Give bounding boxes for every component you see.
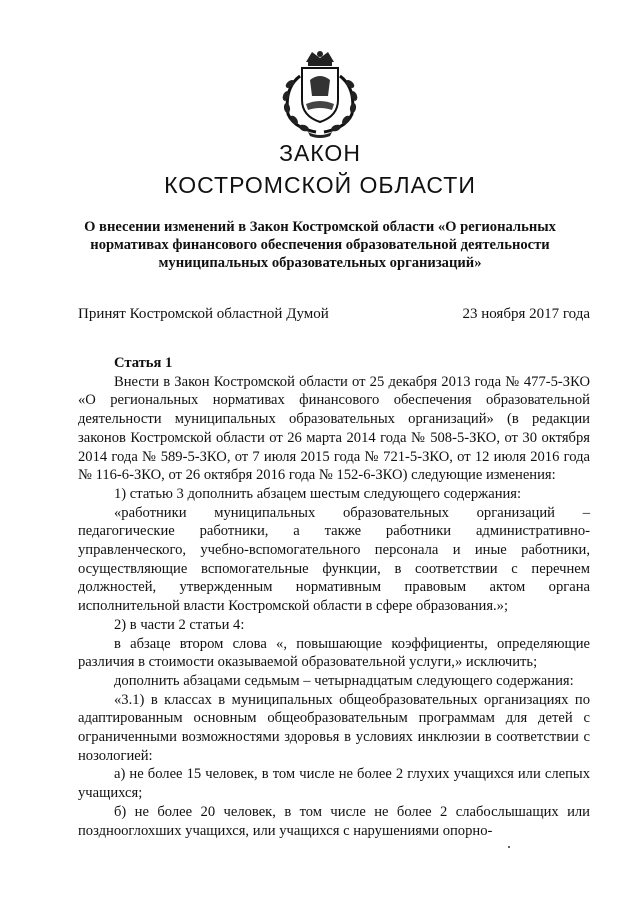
paragraph: б) не более 20 человек, в том числе не более 2 слабослышащих или позднооглохших учащихся, или учащихся с нарушениями опорно- — [78, 803, 590, 839]
paragraph: 1) статью 3 дополнить абзацем шестым следующего содержания: — [114, 485, 522, 502]
region-title: КОСТРОМСКОЙ ОБЛАСТИ — [164, 172, 476, 198]
coat-of-arms-emblem — [272, 48, 368, 140]
paragraph: «работники муниципальных образовательных организаций – педагогические работники, а также работники административно-управленческого, учебно-вспомогательного персонала и иные работники, осуществляющие вспомогательные функции, в соответствии с перечнем должностей, утвержденным нормативным правовым актом органа исполнительной власти Костромской области в сфере образования.»; — [78, 504, 590, 615]
paragraph: в абзаце втором слова «, повышающие коэффициенты, определяющие различия в стоимости оказываемой образовательной услуги,» исключить; — [78, 635, 590, 671]
paragraph: дополнить абзацами седьмым – четырнадцатым следующего содержания: — [114, 672, 574, 689]
law-title: ЗАКОН — [279, 140, 361, 166]
adopted-by: Принят Костромской областной Думой — [78, 306, 329, 322]
paragraph: а) не более 15 человек, в том числе не более 2 глухих учащихся или слепых учащихся; — [78, 766, 590, 802]
adopted-date: 23 ноября 2017 года — [462, 306, 590, 322]
adoption-line — [78, 306, 590, 323]
law-subject-heading: О внесении изменений в Закон Костромской области «О региональных нормативах финансового обеспечения образовательной деятельности муниципальных образовательных организаций» — [84, 219, 556, 271]
paragraph: Внести в Закон Костромской области от 25 декабря 2013 года № 477-5-ЗКО «О региональных нормативах финансового обеспечения образовательной деятельности муниципальных образовательных организаций» (в редакции законов Костромской области от 26 марта 2014 года № 508-5-ЗКО, от 30 октября 2014 года № 589-5-ЗКО, от 7 июля 2015 года № 721-5-ЗКО, от 12 июля 2016 года № 116-6-ЗКО, от 26 октября 2016 года № 152-6-ЗКО) следующие изменения: — [78, 373, 590, 484]
paragraph: 2) в части 2 статьи 4: — [114, 616, 245, 633]
law-body — [78, 354, 590, 840]
paragraph: «3.1) в классах в муниципальных общеобразовательных организациях по адаптированным основным общеобразовательным программам для детей с ограниченными возможностями здоровья в условиях инклюзии в соответствии с нозологией: — [78, 691, 590, 764]
scan-speck — [508, 846, 510, 848]
article-heading: Статья 1 — [114, 355, 173, 371]
